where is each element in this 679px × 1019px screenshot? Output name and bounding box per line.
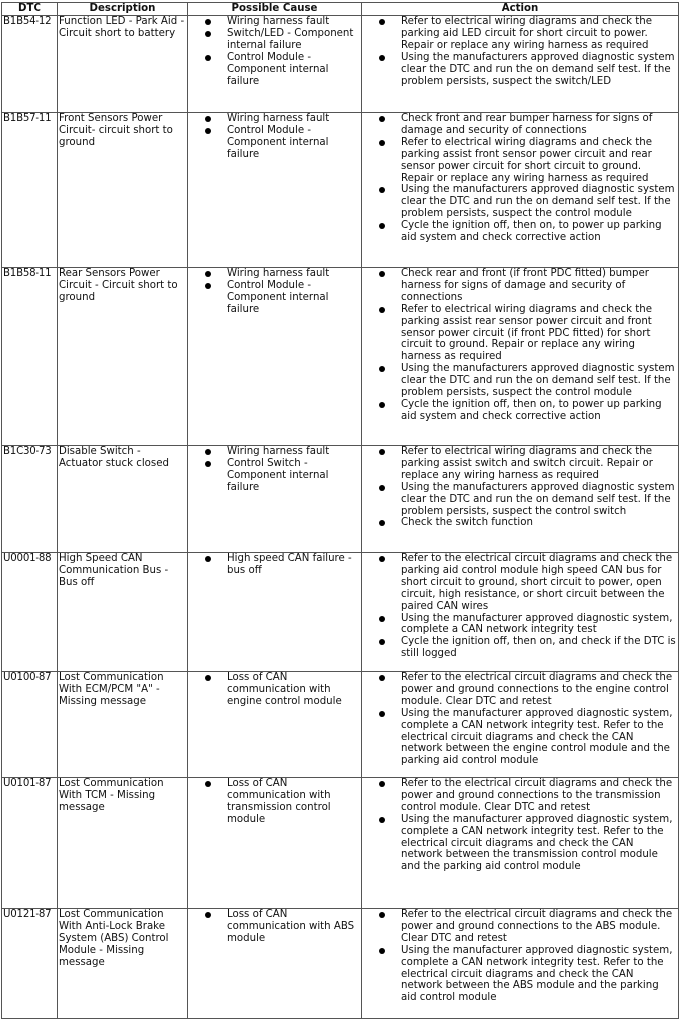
- dtc-code-cell: U0101-87: [2, 778, 58, 909]
- cause-item: High speed CAN failure - bus off: [189, 553, 360, 577]
- header-possible-cause: Possible Cause: [188, 3, 362, 16]
- cause-item: Control Module - Component internal failure: [189, 125, 360, 161]
- cause-list: [189, 113, 360, 161]
- action-cell: [362, 909, 679, 1019]
- action-cell: [362, 268, 679, 446]
- cause-list: [189, 672, 360, 708]
- action-cell: [362, 553, 679, 672]
- cause-list: [189, 778, 360, 826]
- possible-cause-cell: [188, 268, 362, 446]
- action-item: Using the manufacturer approved diagnostic system, complete a CAN network integrity test. Refer to the electrical circuit diagrams and check the CAN network between the ABS module and the parking aid control module: [363, 945, 677, 1005]
- table-row: [2, 778, 679, 909]
- table-row: [2, 446, 679, 553]
- action-item: Refer to electrical wiring diagrams and check the parking assist front sensor power circuit and rear sensor power circuit for short circuit to ground. Repair or replace any wiring harness as required: [363, 137, 677, 185]
- description-cell: Lost Communication With TCM - Missing message: [58, 778, 188, 909]
- action-item: Using the manufacturers approved diagnostic system clear the DTC and run the on demand self test. If the problem persists, suspect the switch/LED: [363, 52, 677, 88]
- cause-list: [189, 268, 360, 316]
- table-row: [2, 16, 679, 113]
- action-list: [363, 672, 677, 767]
- action-item: Refer to electrical wiring diagrams and check the parking aid LED circuit for short circuit to power. Repair or replace any wiring harness as required: [363, 16, 677, 52]
- cause-item: Control Module - Component internal failure: [189, 280, 360, 316]
- cause-item: Loss of CAN communication with engine control module: [189, 672, 360, 708]
- possible-cause-cell: [188, 909, 362, 1019]
- action-item: Using the manufacturers approved diagnostic system clear the DTC and run the on demand self test. If the problem persists, suspect the control module: [363, 363, 677, 399]
- possible-cause-cell: [188, 16, 362, 113]
- table-row: [2, 909, 679, 1019]
- dtc-table: [1, 2, 679, 1019]
- description-cell: Front Sensors Power Circuit- circuit short to ground: [58, 113, 188, 268]
- action-item: Cycle the ignition off, then on, to power up parking aid system and check corrective action: [363, 399, 677, 423]
- description-cell: Rear Sensors Power Circuit - Circuit short to ground: [58, 268, 188, 446]
- dtc-code-cell: U0001-88: [2, 553, 58, 672]
- action-item: Refer to the electrical circuit diagrams and check the parking aid control module high speed CAN bus for short circuit to ground, short circuit to power, open circuit, high resistance, or short circuit between the paired CAN wires: [363, 553, 677, 613]
- action-item: Check the switch function: [363, 517, 677, 529]
- action-item: Cycle the ignition off, then on, to power up parking aid system and check corrective action: [363, 220, 677, 244]
- table-header: [2, 3, 679, 16]
- action-item: Using the manufacturers approved diagnostic system clear the DTC and run the on demand self test. If the problem persists, suspect the control module: [363, 184, 677, 220]
- cause-item: Wiring harness fault: [189, 16, 360, 28]
- action-list: [363, 778, 677, 873]
- action-item: Refer to electrical wiring diagrams and check the parking assist switch and switch circuit. Repair or replace any wiring harness as required: [363, 446, 677, 482]
- header-dtc: DTC: [2, 3, 58, 16]
- cause-item: Wiring harness fault: [189, 268, 360, 280]
- action-item: Refer to the electrical circuit diagrams and check the power and ground connections to the ABS module. Clear DTC and retest: [363, 909, 677, 945]
- table-row: [2, 672, 679, 778]
- action-cell: [362, 113, 679, 268]
- cause-list: [189, 16, 360, 87]
- possible-cause-cell: [188, 553, 362, 672]
- dtc-code-cell: U0100-87: [2, 672, 58, 778]
- cause-list: [189, 446, 360, 494]
- cause-list: [189, 553, 360, 577]
- header-action: Action: [362, 3, 679, 16]
- action-cell: [362, 778, 679, 909]
- table-body: [2, 16, 679, 1019]
- action-list: [363, 16, 677, 87]
- cause-item: Control Module - Component internal failure: [189, 52, 360, 88]
- action-item: Cycle the ignition off, then on, and check if the DTC is still logged: [363, 636, 677, 660]
- action-item: Check rear and front (if front PDC fitted) bumper harness for signs of damage and security of connections: [363, 268, 677, 304]
- action-cell: [362, 672, 679, 778]
- action-item: Refer to electrical wiring diagrams and check the parking assist rear sensor power circuit and front sensor power circuit (if front PDC fitted) for short circuit to ground. Repair or replace any wiring harness as required: [363, 304, 677, 364]
- action-item: Using the manufacturer approved diagnostic system, complete a CAN network integrity test: [363, 613, 677, 637]
- cause-item: Loss of CAN communication with ABS module: [189, 909, 360, 945]
- possible-cause-cell: [188, 446, 362, 553]
- table-row: [2, 553, 679, 672]
- description-cell: Lost Communication With Anti-Lock Brake System (ABS) Control Module - Missing message: [58, 909, 188, 1019]
- dtc-code-cell: B1B54-12: [2, 16, 58, 113]
- header-row: [2, 3, 679, 16]
- cause-list: [189, 909, 360, 945]
- action-item: Using the manufacturers approved diagnostic system clear the DTC and run the on demand self test. If the problem persists, suspect the control switch: [363, 482, 677, 518]
- action-list: [363, 909, 677, 1004]
- cause-item: Wiring harness fault: [189, 113, 360, 125]
- possible-cause-cell: [188, 778, 362, 909]
- action-item: Using the manufacturer approved diagnostic system, complete a CAN network integrity test. Refer to the electrical circuit diagrams and check the CAN network between the transmission control module and the parking aid control module: [363, 814, 677, 874]
- table-row: [2, 268, 679, 446]
- action-item: Using the manufacturer approved diagnostic system, complete a CAN network integrity test. Refer to the electrical circuit diagrams and check the CAN network between the engine control module and the parking aid control module: [363, 708, 677, 768]
- cause-item: Switch/LED - Component internal failure: [189, 28, 360, 52]
- description-cell: Lost Communication With ECM/PCM "A" - Missing message: [58, 672, 188, 778]
- cause-item: Control Switch - Component internal failure: [189, 458, 360, 494]
- possible-cause-cell: [188, 113, 362, 268]
- dtc-code-cell: U0121-87: [2, 909, 58, 1019]
- action-list: [363, 268, 677, 423]
- dtc-code-cell: B1B58-11: [2, 268, 58, 446]
- action-cell: [362, 16, 679, 113]
- description-cell: High Speed CAN Communication Bus - Bus off: [58, 553, 188, 672]
- action-list: [363, 446, 677, 529]
- action-cell: [362, 446, 679, 553]
- description-cell: Function LED - Park Aid - Circuit short to battery: [58, 16, 188, 113]
- cause-item: Wiring harness fault: [189, 446, 360, 458]
- action-item: Refer to the electrical circuit diagrams and check the power and ground connections to the engine control module. Clear DTC and retest: [363, 672, 677, 708]
- action-item: Check front and rear bumper harness for signs of damage and security of connections: [363, 113, 677, 137]
- action-list: [363, 113, 677, 244]
- dtc-code-cell: B1C30-73: [2, 446, 58, 553]
- action-item: Refer to the electrical circuit diagrams and check the power and ground connections to the transmission control module. Clear DTC and retest: [363, 778, 677, 814]
- possible-cause-cell: [188, 672, 362, 778]
- table-row: [2, 113, 679, 268]
- cause-item: Loss of CAN communication with transmission control module: [189, 778, 360, 826]
- description-cell: Disable Switch - Actuator stuck closed: [58, 446, 188, 553]
- header-description: Description: [58, 3, 188, 16]
- dtc-code-cell: B1B57-11: [2, 113, 58, 268]
- action-list: [363, 553, 677, 660]
